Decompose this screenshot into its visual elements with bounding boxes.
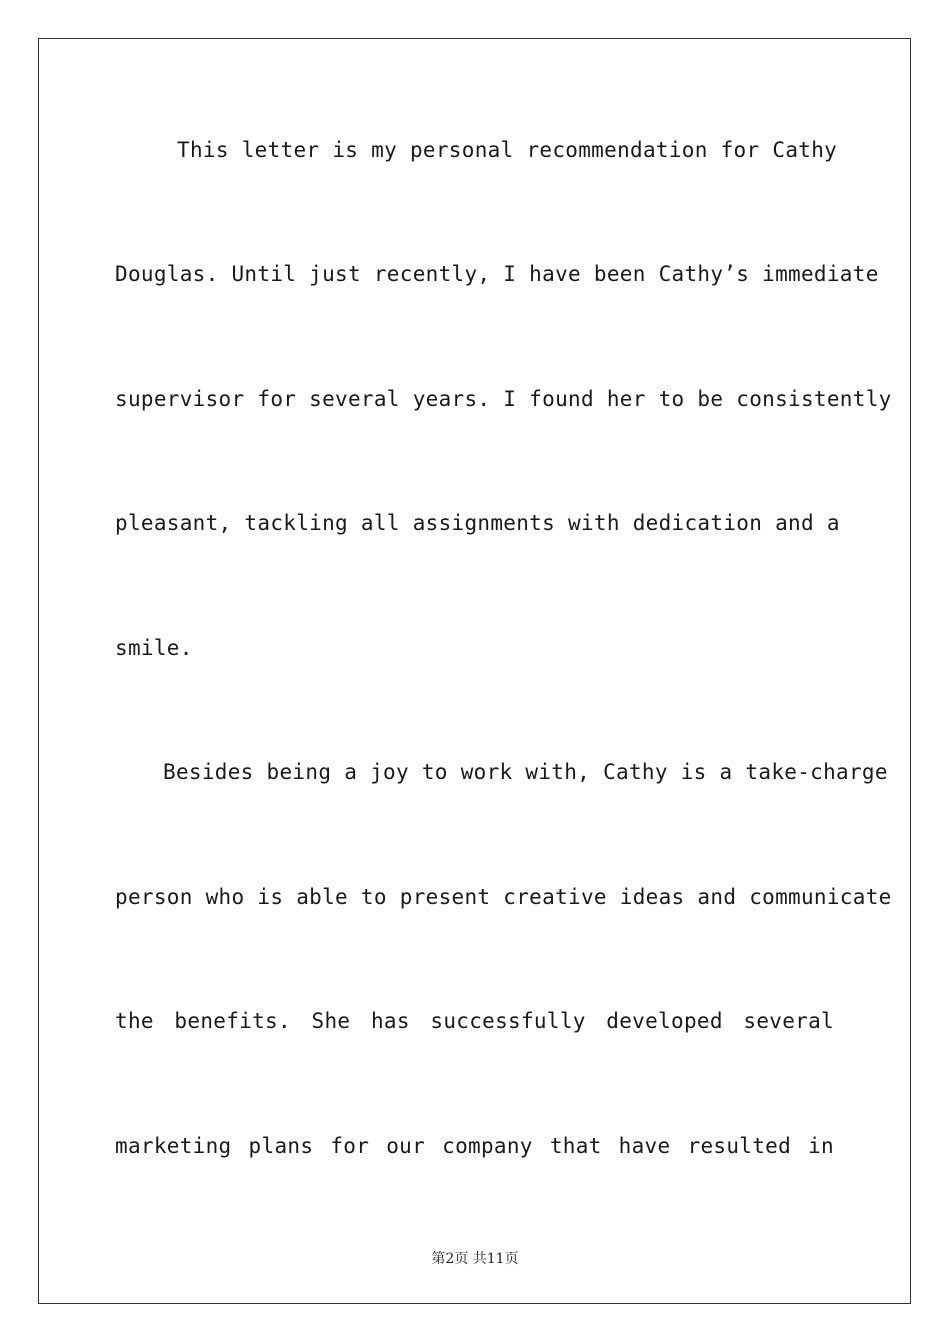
paragraph-1-line-3: supervisor for several years. I found her to be consistently [115,387,892,411]
paragraph-1-line-5: smile. [115,636,193,660]
paragraph-1-line-2: Douglas. Until just recently, I have been Cathy’s immediate [115,262,879,286]
paragraph-1-line-1: This letter is my personal recommendation for Cathy [177,138,838,162]
page-number-footer: 第2页 共11页 [431,1251,519,1267]
paragraph-1-line-4: pleasant, tackling all assignments with dedication and a [115,511,840,535]
paragraph-2-line-1: Besides being a joy to work with, Cathy is a take-charge [163,760,888,784]
paragraph-2-line-2: person who is able to present creative ideas and communicate [115,885,892,909]
page-border [38,38,911,1304]
paragraph-2-line-4: marketing plans for our company that have resulted in [115,1134,834,1158]
paragraph-2-line-3: the benefits. She has successfully developed several [115,1009,834,1033]
